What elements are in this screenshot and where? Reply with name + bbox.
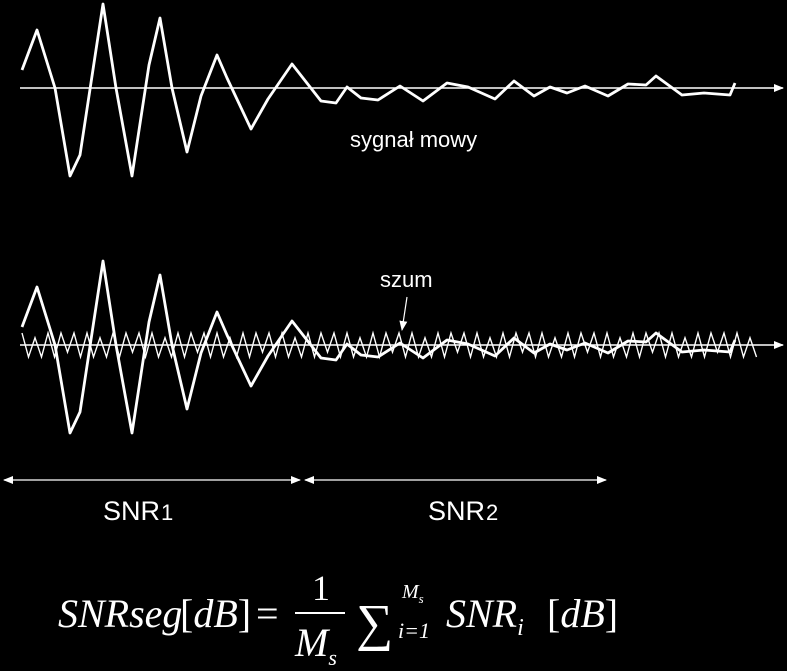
noise-label: szum [380,267,433,292]
speech-label: sygnał mowy [350,127,478,152]
snr2-label: SNR2 [428,496,499,526]
noisy-panel [20,261,783,433]
formula-lhs: SNRseg [58,591,183,636]
formula-equals: = [256,591,279,636]
sum-lower-limit: i=1 [398,618,430,643]
snrseg-formula [58,568,618,670]
formula-numerator: 1 [312,568,330,608]
formula-term: $SNR_i$ [446,591,524,641]
sum-upper-limit: $M_s$ [402,581,424,606]
snr1-label: SNR1 [103,496,174,526]
sum-symbol: ∑ [356,595,394,652]
speech-panel [20,4,783,176]
formula-term-unit: [dB] [547,591,619,636]
noise-pointer-arrow [402,297,407,330]
formula-denominator: $M_s$ [295,620,337,670]
speech-waveform-noisy [22,261,735,433]
segment-arrows [4,480,606,526]
formula-lhs-unit: [dB] [180,591,252,636]
